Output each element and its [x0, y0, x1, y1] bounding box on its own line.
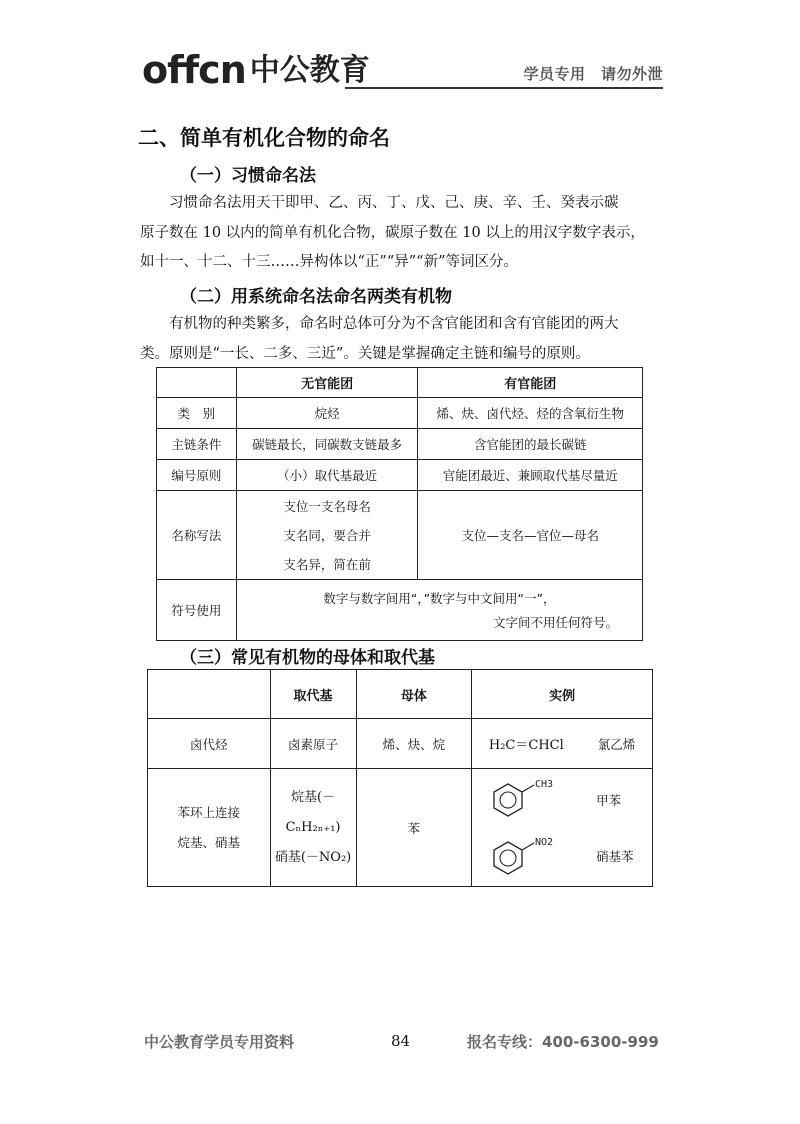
subheading-systematic-naming: （二）用系统命名法命名两类有机物	[180, 287, 452, 307]
table-cell: 苯	[356, 769, 472, 887]
example-name: 甲苯	[596, 792, 622, 808]
parent-substituent-table	[147, 669, 653, 887]
ring-group-label: CH3	[535, 778, 554, 790]
ring-group-label: NO2	[535, 836, 554, 848]
table-header-cell: 取代基	[270, 670, 356, 719]
example-name: 氯乙烯	[597, 737, 636, 752]
table-header-cell	[148, 670, 271, 719]
table-row	[148, 769, 653, 887]
logo-chinese-text: 中公教育	[249, 53, 370, 88]
cell-line: 支名异，简在前	[283, 556, 371, 572]
table-row	[157, 429, 643, 460]
paragraph-line: 习惯命名法用天干即甲、乙、丙、丁、戊、己、庚、辛、壬、癸表示碳	[169, 195, 619, 211]
cell-line: 烷基(－CₙH₂ₙ₊₁)	[285, 789, 341, 835]
row-label: 卤代烃	[148, 719, 271, 769]
naming-rules-table	[156, 367, 643, 641]
table-cell: 烯、炔、卤代烃、烃的含氧衍生物	[418, 398, 643, 429]
cell-line: 支位一支名母名	[283, 498, 371, 514]
footer-hotline: 报名专线：400-6300-999	[467, 1033, 659, 1051]
table-cell	[472, 769, 653, 887]
table-header-cell: 母体	[356, 670, 472, 719]
cell-line: 支名同，要合并	[283, 527, 371, 543]
table-cell	[236, 491, 418, 580]
table-row	[157, 491, 643, 580]
table-header-cell: 无官能团	[236, 368, 418, 398]
table-cell: 碳链最长，同碳数支链最多	[236, 429, 418, 460]
table-cell: 烯、炔、烷	[356, 719, 472, 769]
cell-line: 数字与数字间用“，”数字与中文间用“一”，	[323, 591, 556, 606]
example-name: 硝基苯	[596, 848, 634, 864]
table-cell: 烷烃	[236, 398, 418, 429]
table-cell: 含官能团的最长碳链	[418, 429, 643, 460]
page-number: 84	[391, 1032, 411, 1050]
cell-line: 硝基(－NO₂)	[274, 849, 352, 865]
section-title: 二、简单有机化合物的命名	[138, 126, 390, 150]
table-row	[157, 460, 643, 491]
footer-material-label: 中公教育学员专用资料	[144, 1033, 295, 1051]
table-header-cell: 有官能团	[418, 368, 643, 398]
table-cell	[236, 580, 642, 641]
cell-line: 苯环上连接	[177, 804, 241, 820]
paragraph-systematic-naming	[140, 310, 664, 369]
table-cell: 支位—支名—官位—母名	[418, 491, 643, 580]
row-label: 名称写法	[157, 491, 237, 580]
header-divider	[345, 87, 663, 89]
table-header-row	[148, 670, 653, 719]
table-row	[157, 398, 643, 429]
example-toluene	[472, 772, 652, 828]
table-header-row	[157, 368, 643, 398]
table-header-cell: 实例	[472, 670, 653, 719]
logo-latin-text: offcn	[142, 48, 246, 92]
table-row	[157, 580, 643, 641]
cell-line: 文字间不用任何符号。	[492, 615, 618, 630]
table-cell	[270, 769, 356, 887]
subheading-parent-substituent: （三）常见有机物的母体和取代基	[180, 648, 435, 668]
row-label	[148, 769, 271, 887]
table-cell: 官能团最近、兼顾取代基尽量近	[418, 460, 643, 491]
toluene-structure-icon	[488, 774, 578, 826]
row-label: 主链条件	[157, 429, 237, 460]
row-label: 类 别	[157, 398, 237, 429]
cell-line: 烷基、硝基	[177, 834, 241, 850]
example-formula: H₂C＝CHCl	[488, 738, 564, 753]
table-cell: 卤素原子	[270, 719, 356, 769]
row-label: 符号使用	[157, 580, 237, 641]
table-cell	[472, 719, 653, 769]
row-label: 编号原则	[157, 460, 237, 491]
paragraph-habitual-naming	[140, 189, 664, 278]
example-nitrobenzene	[472, 828, 652, 884]
table-cell: （小）取代基最近	[236, 460, 418, 491]
table-row	[148, 719, 653, 769]
header-notice: 学员专用 请勿外泄	[523, 65, 663, 83]
paragraph-line: 如十一、十二、十三……异构体以“正”“异”“新”等词区分。	[140, 254, 518, 270]
paragraph-line: 类。原则是“一长、二多、三近”。关键是掌握确定主链和编号的原则。	[140, 345, 590, 362]
paragraph-line: 有机物的种类繁多，命名时总体可分为不含官能团和含有官能团的两大	[169, 316, 619, 332]
paragraph-line: 原子数在 10 以内的简单有机化合物，碳原子数在 10 以上的用汉字数字表示，	[140, 224, 645, 241]
brand-logo	[142, 46, 370, 90]
table-header-cell	[157, 368, 237, 398]
subheading-habitual-naming: （一）习惯命名法	[180, 166, 316, 186]
nitrobenzene-structure-icon	[488, 830, 578, 882]
